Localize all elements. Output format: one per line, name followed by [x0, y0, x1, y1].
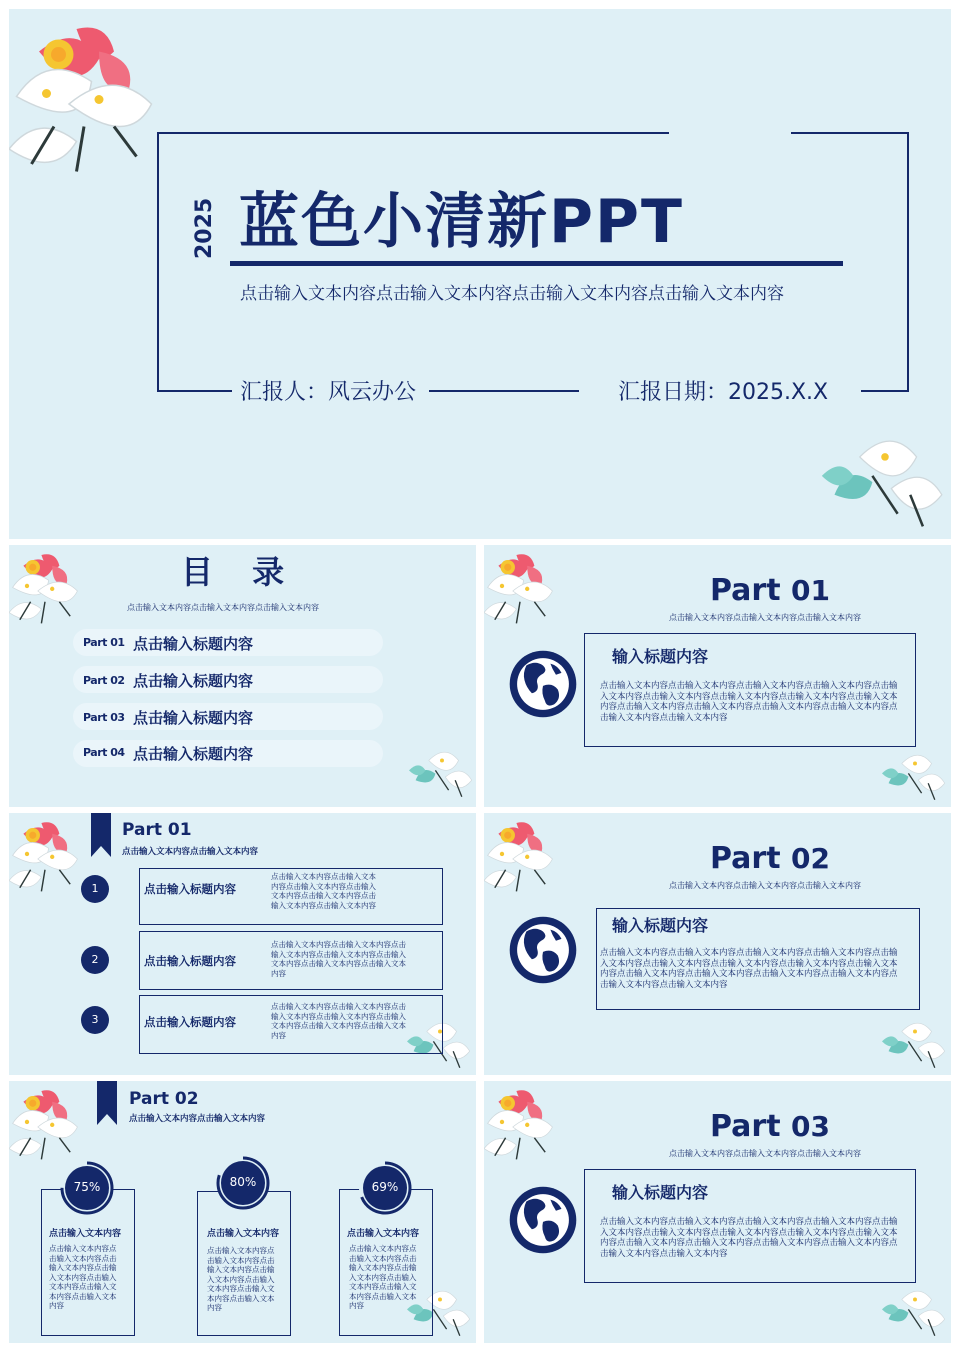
part01-subtitle: 点击输入文本内容点击输入文本内容点击输入文本内容	[669, 613, 861, 622]
card-1-text: 点击输入文本内容点击输入文本内容点击输入文本内容点击输入文本内容点击输入文本内容点击输入文本内容点击输入文本内容	[49, 1244, 117, 1310]
cover-year: 2025	[192, 197, 217, 259]
part02-paragraph: 点击输入文本内容点击输入文本内容点击输入文本内容点击输入文本内容点击输入文本内容点击输入文本内容点击输入文本内容点击输入文本内容点击输入文本内容点击输入文本内容点击输入文本内容点击输入文本内容点击输入文本内容点击输入文本内容点击输入文本内容	[600, 948, 898, 990]
frame-top-right	[791, 132, 909, 134]
toc-item-2-part: Part 02	[83, 674, 125, 687]
globe-icon	[506, 913, 580, 987]
title-underline	[230, 261, 843, 266]
cover-slide[interactable]	[9, 9, 951, 539]
part01-detail-head: Part 01	[122, 820, 192, 840]
card-1-title: 点击输入文本内容	[49, 1229, 122, 1239]
progress-label-3: 69%	[371, 1180, 399, 1194]
part03-subtitle: 点击输入文本内容点击输入文本内容点击输入文本内容	[669, 1149, 861, 1158]
progress-label-2: 80%	[229, 1175, 257, 1189]
frame-bottom-left	[157, 390, 232, 392]
toc-item-2-label[interactable]: 点击输入标题内容	[133, 672, 254, 690]
part02-box-title: 输入标题内容	[612, 916, 709, 935]
item-1-label: 点击输入标题内容	[144, 882, 236, 896]
toc-item-4-label[interactable]: 点击输入标题内容	[133, 745, 254, 763]
toc-item-1-part: Part 01	[83, 636, 125, 649]
flower-decoration-icon	[409, 740, 475, 804]
part01-paragraph: 点击输入文本内容点击输入文本内容点击输入文本内容点击输入文本内容点击输入文本内容点击输入文本内容点击输入文本内容点击输入文本内容点击输入文本内容点击输入文本内容点击输入文本内容点击输入文本内容点击输入文本内容点击输入文本内容点击输入文本内容	[600, 681, 898, 723]
item-1-text: 点击输入文本内容点击输入文本内容点击输入文本内容点击输入文本内容点击输入文本内容点击输入文本内容点击输入文本内容	[271, 872, 376, 910]
frame-top-left	[157, 132, 669, 134]
toc-item-1-label[interactable]: 点击输入标题内容	[133, 635, 254, 653]
cover-title: 蓝色小清新PPT	[239, 187, 684, 257]
card-3-text: 点击输入文本内容点击输入文本内容点击输入文本内容点击输入文本内容点击输入文本内容点击输入文本内容点击输入文本内容	[349, 1244, 417, 1310]
part02-subtitle: 点击输入文本内容点击输入文本内容点击输入文本内容	[669, 881, 861, 890]
toc-subtitle: 点击输入文本内容点击输入文本内容点击输入文本内容	[127, 603, 319, 612]
part02-detail-slide[interactable]	[9, 1081, 476, 1343]
bookmark-icon	[91, 813, 111, 857]
cover-reporter: 汇报人：风云办公	[240, 380, 417, 405]
toc-slide[interactable]	[9, 545, 476, 807]
globe-icon	[506, 647, 580, 721]
frame-bottom-right	[861, 390, 909, 392]
frame-right	[907, 132, 909, 392]
progress-label-1: 75%	[73, 1180, 101, 1194]
part03-title: Part 03	[710, 1109, 830, 1144]
cover-date: 汇报日期：2025.X.X	[618, 380, 829, 405]
flower-decoration-icon	[882, 1279, 948, 1343]
card-2-title: 点击输入文本内容	[207, 1229, 280, 1239]
flower-decoration-icon	[9, 813, 81, 905]
part01-box-title: 输入标题内容	[612, 647, 709, 666]
globe-icon	[506, 1183, 580, 1257]
item-3-label: 点击输入标题内容	[144, 1015, 236, 1029]
item-3-text: 点击输入文本内容点击输入文本内容点击输入文本内容点击输入文本内容点击输入文本内容点击输入文本内容点击输入文本内容	[271, 1002, 406, 1040]
flower-decoration-icon	[484, 545, 556, 637]
card-2-text: 点击输入文本内容点击输入文本内容点击输入文本内容点击输入文本内容点击输入文本内容点击输入文本内容点击输入文本内容	[207, 1246, 275, 1312]
flower-decoration-icon	[882, 1011, 948, 1075]
item-3-number: 3	[81, 1006, 109, 1034]
flower-decoration-icon	[819, 419, 951, 539]
cover-subtitle: 点击输入文本内容点击输入文本内容点击输入文本内容点击输入文本内容	[240, 284, 784, 304]
bookmark-icon	[97, 1081, 117, 1125]
toc-item-4-part: Part 04	[83, 746, 125, 759]
frame-bottom-mid	[429, 390, 579, 392]
part01-detail-slide[interactable]	[9, 813, 476, 1075]
item-2-number: 2	[81, 946, 109, 974]
part03-slide[interactable]	[484, 1081, 951, 1343]
part01-detail-subtitle: 点击输入文本内容点击输入文本内容	[122, 847, 259, 857]
card-3-title: 点击输入文本内容	[347, 1229, 420, 1239]
toc-title: 目 录	[181, 553, 299, 591]
flower-decoration-icon	[882, 743, 948, 807]
flower-decoration-icon	[484, 813, 556, 905]
part03-paragraph: 点击输入文本内容点击输入文本内容点击输入文本内容点击输入文本内容点击输入文本内容点击输入文本内容点击输入文本内容点击输入文本内容点击输入文本内容点击输入文本内容点击输入文本内容点击输入文本内容点击输入文本内容点击输入文本内容点击输入文本内容	[600, 1217, 898, 1259]
item-2-text: 点击输入文本内容点击输入文本内容点击输入文本内容点击输入文本内容点击输入文本内容点击输入文本内容点击输入文本内容	[271, 940, 406, 978]
toc-item-3-part: Part 03	[83, 711, 125, 724]
part01-slide[interactable]	[484, 545, 951, 807]
part02-detail-subtitle: 点击输入文本内容点击输入文本内容	[129, 1114, 266, 1124]
part02-slide[interactable]	[484, 813, 951, 1075]
part02-title: Part 02	[710, 841, 830, 876]
flower-decoration-icon	[9, 9, 159, 199]
part03-box-title: 输入标题内容	[612, 1183, 709, 1202]
flower-decoration-icon	[484, 1081, 556, 1173]
frame-left	[157, 132, 159, 392]
part02-detail-head: Part 02	[129, 1089, 199, 1109]
item-2-label: 点击输入标题内容	[144, 954, 236, 968]
part01-title: Part 01	[710, 573, 830, 608]
toc-item-3-label[interactable]: 点击输入标题内容	[133, 709, 254, 727]
flower-decoration-icon	[9, 545, 81, 637]
item-1-number: 1	[81, 875, 109, 903]
